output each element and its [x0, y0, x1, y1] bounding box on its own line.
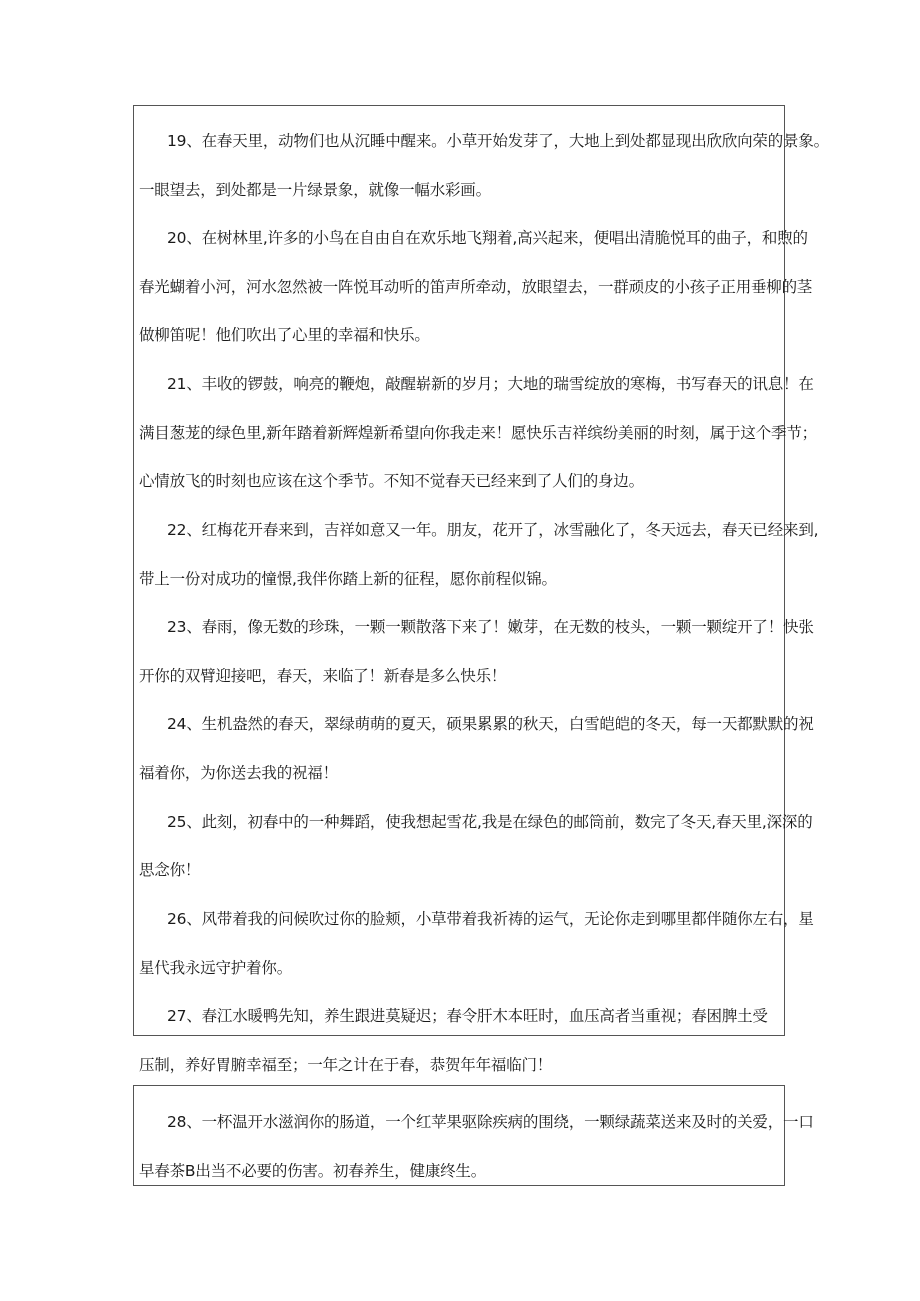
paragraph-20-line-3: 做柳笛呢！他们吹出了心里的幸福和快乐。 — [139, 326, 430, 344]
paragraph-23-line-2: 开你的双臂迎接吧，春天，来临了！新春是多么快乐！ — [139, 667, 507, 685]
paragraph-22-line-2: 带上一份对成功的憧憬,我伴你踏上新的征程，愿你前程似锦。 — [139, 570, 557, 588]
paragraph-25-line-2: 思念你！ — [139, 861, 201, 879]
paragraph-26-line-1: 26、风带着我的问候吹过你的脸颊，小草带着我祈祷的运气，无论你走到哪里都伴随你左右，星 — [167, 910, 814, 928]
paragraph-19-line-2: 一眼望去，到处都是一片绿景象，就像一幅水彩画。 — [139, 181, 491, 199]
paragraph-19-line-1: 19、在春天里，动物们也从沉睡中醒来。小草开始发芽了，大地上到处都显现出欣欣向荣的景象。 — [167, 132, 829, 150]
paragraph-24-line-2: 福着你，为你送去我的祝福！ — [139, 764, 338, 782]
paragraph-21-line-1: 21、丰收的锣鼓，响亮的鞭炮，敲醒崭新的岁月；大地的瑞雪绽放的寒梅，书写春天的讯息！在 — [167, 375, 814, 393]
paragraph-22-line-1: 22、红梅花开春来到，吉祥如意又一年。朋友，花开了，冰雪融化了，冬天远去，春天已经来到, — [167, 521, 819, 539]
paragraph-28-line-1: 28、一杯温开水滋润你的肠道，一个红苹果驱除疾病的围绕，一颗绿蔬菜送来及时的关爱，一口 — [167, 1113, 814, 1131]
paragraph-27-line-2: 压制，养好胃腑幸福至；一年之计在于春，恭贺年年福临门！ — [139, 1056, 553, 1074]
paragraph-27-line-1: 27、春江水暖鸭先知，养生跟进莫疑迟；春令肝木本旺时，血压高者当重视；春困脾土受 — [167, 1007, 768, 1025]
paragraph-21-line-3: 心情放飞的时刻也应该在这个季节。不知不觉春天已经来到了人们的身边。 — [139, 472, 644, 490]
paragraph-24-line-1: 24、生机盎然的春天，翠绿萌萌的夏天，硕果累累的秋天，白雪皑皑的冬天，每一天都默默的祝 — [167, 715, 814, 733]
paragraph-28-line-2: 早春茶B出当不必要的伤害。初春养生，健康终生。 — [139, 1162, 487, 1180]
paragraph-23-line-1: 23、春雨，像无数的珍珠，一颗一颗散落下来了！嫩芽，在无数的枝头，一颗一颗绽开了！快张 — [167, 618, 814, 636]
paragraph-20-line-2: 春光蝴着小河，河水忽然被一阵悦耳动听的笛声所牵动，放眼望去，一群顽皮的小孩子正用垂柳的茎 — [139, 278, 813, 296]
paragraph-25-line-1: 25、此刻，初春中的一种舞蹈，使我想起雪花,我是在绿色的邮筒前，数完了冬天,春天里,深深的 — [167, 813, 813, 831]
paragraph-26-line-2: 星代我永远守护着你。 — [139, 959, 293, 977]
paragraph-21-line-2: 满目葱茏的绿色里,新年踏着新辉煌新希望向你我走来！愿快乐吉祥缤纷美丽的时刻，属于这个季节； — [139, 424, 817, 442]
paragraph-20-line-1: 20、在树林里,许多的小鸟在自由自在欢乐地飞翔着,高兴起来，便唱出清脆悦耳的曲子，和煦的 — [167, 229, 808, 247]
